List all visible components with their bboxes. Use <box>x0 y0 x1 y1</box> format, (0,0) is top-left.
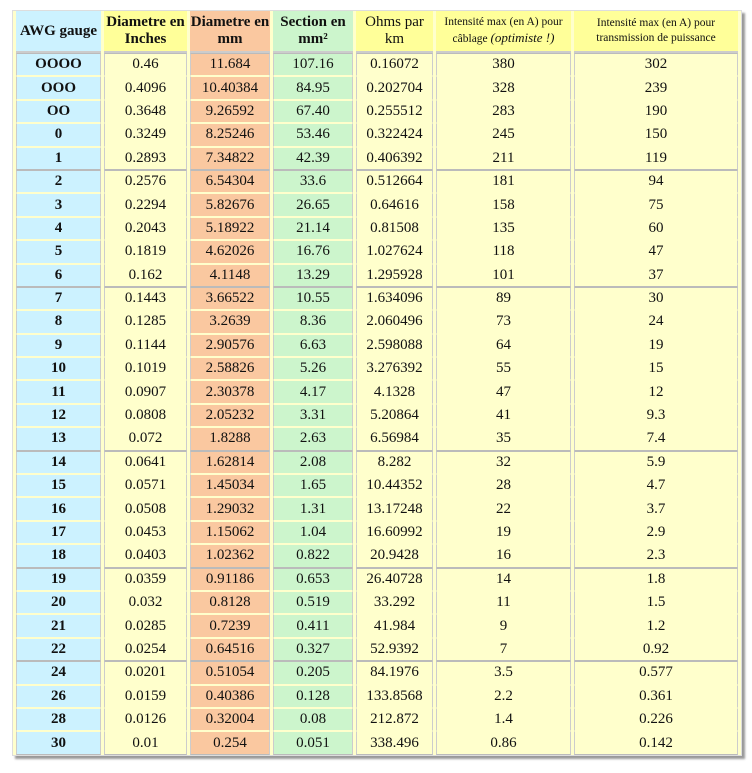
mm-cell: 6.54304 <box>190 170 270 193</box>
mm-cell: 1.29032 <box>190 497 270 520</box>
inches-cell: 0.0285 <box>104 614 187 637</box>
amp-power-cell: 37 <box>574 264 738 287</box>
table-row <box>16 497 738 520</box>
awg-cell: 1 <box>16 147 101 170</box>
section-cell: 0.411 <box>273 614 353 637</box>
section-cell: 1.31 <box>273 497 353 520</box>
table-row <box>16 451 738 474</box>
section-cell: 0.051 <box>273 731 353 754</box>
ohms-cell: 3.276392 <box>356 357 433 380</box>
section-cell: 84.95 <box>273 76 353 99</box>
ohms-cell: 0.406392 <box>356 147 433 170</box>
table-row <box>16 147 738 170</box>
ohms-cell: 33.292 <box>356 591 433 614</box>
ohms-cell: 338.496 <box>356 731 433 754</box>
amp-power-cell: 24 <box>574 310 738 333</box>
mm-cell: 0.254 <box>190 731 270 754</box>
mm-cell: 4.1148 <box>190 264 270 287</box>
amp-power-cell: 2.3 <box>574 544 738 567</box>
ohms-cell: 2.060496 <box>356 310 433 333</box>
table-row <box>16 474 738 497</box>
mm-cell: 11.684 <box>190 53 270 76</box>
inches-cell: 0.1819 <box>104 240 187 263</box>
section-cell: 13.29 <box>273 264 353 287</box>
mm-cell: 8.25246 <box>190 123 270 146</box>
inches-cell: 0.032 <box>104 591 187 614</box>
ohms-cell: 13.17248 <box>356 497 433 520</box>
header-awg: AWG gauge <box>16 11 101 53</box>
section-cell: 10.55 <box>273 287 353 310</box>
ohms-cell: 10.44352 <box>356 474 433 497</box>
awg-cell: 18 <box>16 544 101 567</box>
mm-cell: 0.64516 <box>190 638 270 661</box>
section-cell: 0.327 <box>273 638 353 661</box>
inches-cell: 0.0453 <box>104 521 187 544</box>
table-row <box>16 310 738 333</box>
awg-cell: 15 <box>16 474 101 497</box>
table-row <box>16 708 738 731</box>
mm-cell: 0.7239 <box>190 614 270 637</box>
amp-wiring-cell: 181 <box>436 170 571 193</box>
awg-table-container <box>12 10 742 756</box>
mm-cell: 2.30378 <box>190 380 270 403</box>
amp-power-cell: 1.5 <box>574 591 738 614</box>
table-row <box>16 170 738 193</box>
awg-cell: 8 <box>16 310 101 333</box>
awg-cell: 24 <box>16 661 101 684</box>
section-cell: 0.653 <box>273 568 353 591</box>
inches-cell: 0.162 <box>104 264 187 287</box>
section-cell: 5.26 <box>273 357 353 380</box>
awg-cell: 20 <box>16 591 101 614</box>
ohms-cell: 6.56984 <box>356 427 433 450</box>
awg-cell: 0 <box>16 123 101 146</box>
mm-cell: 5.18922 <box>190 217 270 240</box>
header-mm: Diametre en mm <box>190 11 270 53</box>
awg-cell: 2 <box>16 170 101 193</box>
inches-cell: 0.0508 <box>104 497 187 520</box>
ohms-cell: 0.81508 <box>356 217 433 240</box>
inches-cell: 0.2576 <box>104 170 187 193</box>
section-cell: 1.04 <box>273 521 353 544</box>
table-row <box>16 217 738 240</box>
awg-cell: 5 <box>16 240 101 263</box>
inches-cell: 0.0359 <box>104 568 187 591</box>
ohms-cell: 8.282 <box>356 451 433 474</box>
awg-cell: 21 <box>16 614 101 637</box>
amp-wiring-cell: 1.4 <box>436 708 571 731</box>
section-cell: 6.63 <box>273 334 353 357</box>
awg-cell: 17 <box>16 521 101 544</box>
amp-power-cell: 2.9 <box>574 521 738 544</box>
section-cell: 67.40 <box>273 100 353 123</box>
mm-cell: 0.91186 <box>190 568 270 591</box>
section-cell: 42.39 <box>273 147 353 170</box>
mm-cell: 10.40384 <box>190 76 270 99</box>
awg-cell: OO <box>16 100 101 123</box>
amp-wiring-cell: 7 <box>436 638 571 661</box>
amp-power-cell: 302 <box>574 53 738 76</box>
inches-cell: 0.2043 <box>104 217 187 240</box>
table-row <box>16 357 738 380</box>
ohms-cell: 2.598088 <box>356 334 433 357</box>
ohms-cell: 41.984 <box>356 614 433 637</box>
amp-wiring-cell: 158 <box>436 193 571 216</box>
amp-power-cell: 3.7 <box>574 497 738 520</box>
inches-cell: 0.2294 <box>104 193 187 216</box>
mm-cell: 4.62026 <box>190 240 270 263</box>
amp-wiring-cell: 14 <box>436 568 571 591</box>
ohms-cell: 0.202704 <box>356 76 433 99</box>
amp-wiring-cell: 32 <box>436 451 571 474</box>
amp-wiring-cell: 2.2 <box>436 685 571 708</box>
section-cell: 21.14 <box>273 217 353 240</box>
ohms-cell: 0.64616 <box>356 193 433 216</box>
inches-cell: 0.0254 <box>104 638 187 661</box>
table-row <box>16 638 738 661</box>
amp-wiring-cell: 22 <box>436 497 571 520</box>
amp-power-cell: 1.8 <box>574 568 738 591</box>
section-cell: 26.65 <box>273 193 353 216</box>
awg-cell: 6 <box>16 264 101 287</box>
table-row <box>16 521 738 544</box>
section-cell: 2.63 <box>273 427 353 450</box>
amp-wiring-cell: 328 <box>436 76 571 99</box>
mm-cell: 1.15062 <box>190 521 270 544</box>
mm-cell: 0.8128 <box>190 591 270 614</box>
amp-power-cell: 119 <box>574 147 738 170</box>
header-row <box>16 11 738 53</box>
table-row <box>16 53 738 76</box>
inches-cell: 0.3648 <box>104 100 187 123</box>
section-cell: 33.6 <box>273 170 353 193</box>
header-amp-wiring-text: Intensité max (en A) pour câblage <box>444 16 563 45</box>
section-cell: 3.31 <box>273 404 353 427</box>
table-row <box>16 123 738 146</box>
amp-wiring-cell: 283 <box>436 100 571 123</box>
mm-cell: 3.2639 <box>190 310 270 333</box>
header-inches: Diametre en Inches <box>104 11 187 53</box>
ohms-cell: 1.027624 <box>356 240 433 263</box>
table-row <box>16 568 738 591</box>
mm-cell: 0.32004 <box>190 708 270 731</box>
ohms-cell: 4.1328 <box>356 380 433 403</box>
amp-power-cell: 0.577 <box>574 661 738 684</box>
table-row <box>16 661 738 684</box>
inches-cell: 0.072 <box>104 427 187 450</box>
mm-cell: 1.8288 <box>190 427 270 450</box>
section-cell: 0.08 <box>273 708 353 731</box>
amp-wiring-cell: 135 <box>436 217 571 240</box>
table-row <box>16 380 738 403</box>
section-cell: 53.46 <box>273 123 353 146</box>
ohms-cell: 0.16072 <box>356 53 433 76</box>
inches-cell: 0.0201 <box>104 661 187 684</box>
mm-cell: 9.26592 <box>190 100 270 123</box>
inches-cell: 0.0159 <box>104 685 187 708</box>
ohms-cell: 0.255512 <box>356 100 433 123</box>
table-row <box>16 264 738 287</box>
inches-cell: 0.3249 <box>104 123 187 146</box>
table-row <box>16 731 738 754</box>
awg-cell: 14 <box>16 451 101 474</box>
amp-power-cell: 1.2 <box>574 614 738 637</box>
header-amp-power: Intensité max (en A) pour transmission de puissance <box>574 11 738 53</box>
inches-cell: 0.1443 <box>104 287 187 310</box>
section-cell: 0.822 <box>273 544 353 567</box>
amp-wiring-cell: 35 <box>436 427 571 450</box>
amp-wiring-cell: 101 <box>436 264 571 287</box>
mm-cell: 3.66522 <box>190 287 270 310</box>
inches-cell: 0.2893 <box>104 147 187 170</box>
ohms-cell: 1.634096 <box>356 287 433 310</box>
amp-power-cell: 0.226 <box>574 708 738 731</box>
ohms-cell: 84.1976 <box>356 661 433 684</box>
awg-cell: OOO <box>16 76 101 99</box>
amp-power-cell: 47 <box>574 240 738 263</box>
awg-cell: OOOO <box>16 53 101 76</box>
amp-power-cell: 0.92 <box>574 638 738 661</box>
amp-wiring-cell: 3.5 <box>436 661 571 684</box>
inches-cell: 0.0641 <box>104 451 187 474</box>
ohms-cell: 1.295928 <box>356 264 433 287</box>
inches-cell: 0.46 <box>104 53 187 76</box>
table-row <box>16 193 738 216</box>
section-cell: 2.08 <box>273 451 353 474</box>
awg-cell: 16 <box>16 497 101 520</box>
amp-wiring-cell: 245 <box>436 123 571 146</box>
awg-cell: 13 <box>16 427 101 450</box>
table-row <box>16 287 738 310</box>
amp-wiring-cell: 55 <box>436 357 571 380</box>
section-cell: 8.36 <box>273 310 353 333</box>
awg-cell: 22 <box>16 638 101 661</box>
inches-cell: 0.1019 <box>104 357 187 380</box>
amp-power-cell: 0.142 <box>574 731 738 754</box>
amp-power-cell: 30 <box>574 287 738 310</box>
table-row <box>16 685 738 708</box>
mm-cell: 2.05232 <box>190 404 270 427</box>
ohms-cell: 0.512664 <box>356 170 433 193</box>
amp-power-cell: 15 <box>574 357 738 380</box>
awg-cell: 9 <box>16 334 101 357</box>
awg-cell: 7 <box>16 287 101 310</box>
amp-wiring-cell: 47 <box>436 380 571 403</box>
section-cell: 4.17 <box>273 380 353 403</box>
mm-cell: 1.45034 <box>190 474 270 497</box>
section-cell: 107.16 <box>273 53 353 76</box>
section-cell: 1.65 <box>273 474 353 497</box>
table-row <box>16 76 738 99</box>
header-amp-wiring-note: (optimiste !) <box>490 30 555 45</box>
amp-power-cell: 94 <box>574 170 738 193</box>
amp-wiring-cell: 73 <box>436 310 571 333</box>
inches-cell: 0.01 <box>104 731 187 754</box>
amp-wiring-cell: 41 <box>436 404 571 427</box>
table-row <box>16 591 738 614</box>
table-row <box>16 404 738 427</box>
ohms-cell: 52.9392 <box>356 638 433 661</box>
amp-wiring-cell: 380 <box>436 53 571 76</box>
section-cell: 16.76 <box>273 240 353 263</box>
mm-cell: 1.02362 <box>190 544 270 567</box>
table-row <box>16 427 738 450</box>
mm-cell: 1.62814 <box>190 451 270 474</box>
inches-cell: 0.1285 <box>104 310 187 333</box>
amp-wiring-cell: 64 <box>436 334 571 357</box>
mm-cell: 0.40386 <box>190 685 270 708</box>
ohms-cell: 16.60992 <box>356 521 433 544</box>
ohms-cell: 20.9428 <box>356 544 433 567</box>
table-row <box>16 240 738 263</box>
awg-cell: 26 <box>16 685 101 708</box>
amp-power-cell: 190 <box>574 100 738 123</box>
ohms-cell: 5.20864 <box>356 404 433 427</box>
mm-cell: 2.90576 <box>190 334 270 357</box>
table-row <box>16 614 738 637</box>
header-ohms: Ohms par km <box>356 11 433 53</box>
inches-cell: 0.1144 <box>104 334 187 357</box>
awg-cell: 28 <box>16 708 101 731</box>
mm-cell: 2.58826 <box>190 357 270 380</box>
amp-power-cell: 12 <box>574 380 738 403</box>
awg-cell: 12 <box>16 404 101 427</box>
inches-cell: 0.0126 <box>104 708 187 731</box>
table-row <box>16 544 738 567</box>
awg-cell: 11 <box>16 380 101 403</box>
ohms-cell: 26.40728 <box>356 568 433 591</box>
awg-cell: 30 <box>16 731 101 754</box>
amp-wiring-cell: 28 <box>436 474 571 497</box>
awg-cell: 3 <box>16 193 101 216</box>
amp-power-cell: 75 <box>574 193 738 216</box>
amp-wiring-cell: 89 <box>436 287 571 310</box>
inches-cell: 0.0808 <box>104 404 187 427</box>
mm-cell: 5.82676 <box>190 193 270 216</box>
amp-power-cell: 9.3 <box>574 404 738 427</box>
inches-cell: 0.4096 <box>104 76 187 99</box>
header-section: Section en mm² <box>273 11 353 53</box>
amp-power-cell: 60 <box>574 217 738 240</box>
mm-cell: 0.51054 <box>190 661 270 684</box>
table-body <box>16 53 738 755</box>
amp-wiring-cell: 211 <box>436 147 571 170</box>
mm-cell: 7.34822 <box>190 147 270 170</box>
ohms-cell: 212.872 <box>356 708 433 731</box>
inches-cell: 0.0403 <box>104 544 187 567</box>
amp-power-cell: 0.361 <box>574 685 738 708</box>
awg-wire-table <box>13 11 741 755</box>
awg-cell: 19 <box>16 568 101 591</box>
amp-power-cell: 19 <box>574 334 738 357</box>
section-cell: 0.205 <box>273 661 353 684</box>
inches-cell: 0.0571 <box>104 474 187 497</box>
amp-wiring-cell: 19 <box>436 521 571 544</box>
amp-power-cell: 7.4 <box>574 427 738 450</box>
section-cell: 0.128 <box>273 685 353 708</box>
section-cell: 0.519 <box>273 591 353 614</box>
amp-wiring-cell: 118 <box>436 240 571 263</box>
inches-cell: 0.0907 <box>104 380 187 403</box>
amp-power-cell: 5.9 <box>574 451 738 474</box>
amp-power-cell: 239 <box>574 76 738 99</box>
table-row <box>16 100 738 123</box>
amp-wiring-cell: 11 <box>436 591 571 614</box>
awg-cell: 10 <box>16 357 101 380</box>
table-row <box>16 334 738 357</box>
ohms-cell: 0.322424 <box>356 123 433 146</box>
amp-power-cell: 4.7 <box>574 474 738 497</box>
amp-power-cell: 150 <box>574 123 738 146</box>
amp-wiring-cell: 16 <box>436 544 571 567</box>
amp-wiring-cell: 9 <box>436 614 571 637</box>
amp-wiring-cell: 0.86 <box>436 731 571 754</box>
header-amp-wiring <box>436 11 571 53</box>
ohms-cell: 133.8568 <box>356 685 433 708</box>
awg-cell: 4 <box>16 217 101 240</box>
